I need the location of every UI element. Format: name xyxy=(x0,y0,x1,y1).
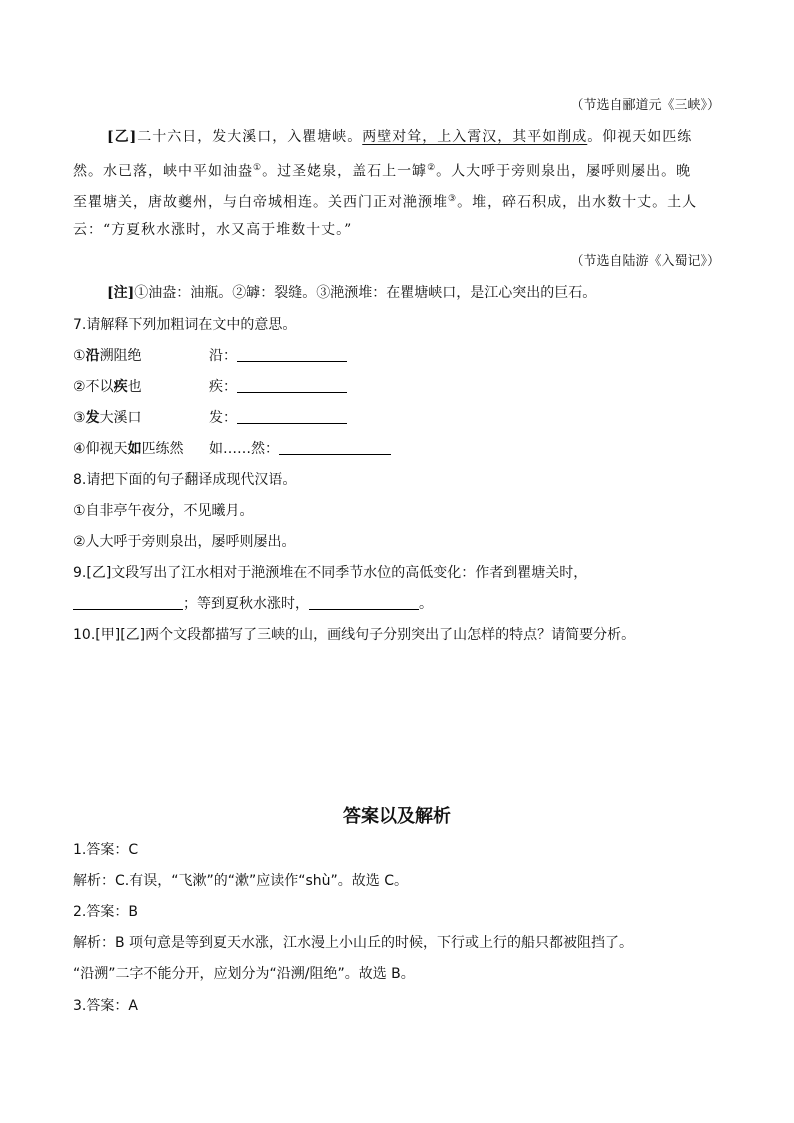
q9-end-text: 。 xyxy=(419,596,433,612)
question-8-title: 8.请把下面的句子翻译成现代汉语。 xyxy=(73,472,297,488)
passage-yi-line-2 xyxy=(73,158,691,182)
q7-word-1: ①沿溯阻绝 xyxy=(73,348,142,364)
answer-1: 1.答案：C xyxy=(73,842,139,858)
passage-text: 二十六日，发大溪口，入瞿塘峡。 xyxy=(137,129,363,145)
answer-blank[interactable] xyxy=(237,347,347,362)
q7-item-2 xyxy=(73,377,142,397)
answers-heading: 答案以及解析 xyxy=(343,806,451,827)
q7-answer-2 xyxy=(209,377,347,397)
q7-answer-4 xyxy=(209,439,391,459)
passage-yi-line-1 xyxy=(107,127,692,147)
q7-word-3: ③发大溪口 xyxy=(73,410,142,426)
answer-blank[interactable] xyxy=(73,595,183,610)
underlined-sentence-yi: 两壁对耸，上入霄汉，其平如削成 xyxy=(362,129,588,145)
q7-item-3 xyxy=(73,408,142,428)
answer-blank[interactable] xyxy=(309,595,419,610)
q7-label-3: 发： xyxy=(209,410,237,426)
passage-yi-tag: [乙] xyxy=(107,129,138,145)
q7-answer-1 xyxy=(209,346,347,366)
q7-label-1: 沿： xyxy=(209,348,237,364)
q8-sentence-2: ②人大呼于旁则泉出，屡呼则屡出。 xyxy=(73,534,296,550)
answer-blank[interactable] xyxy=(237,409,347,424)
q7-label-4: 如……然： xyxy=(209,441,279,457)
source-citation-2: （节选自陆游《入蜀记》） xyxy=(570,254,720,269)
question-9-line-2 xyxy=(73,594,433,614)
question-10: 10.[甲][乙]两个文段都描写了三峡的山，画线句子分别突出了山怎样的特点？请简要分析。 xyxy=(73,627,636,643)
question-9-line-1: 9.[乙]文段写出了江水相对于滟滪堆在不同季节水位的高低变化：作者到瞿塘关时， xyxy=(73,565,588,581)
answer-3: 3.答案：A xyxy=(73,998,138,1014)
footnote-marker-3: ③ xyxy=(448,194,458,204)
q7-item-4 xyxy=(73,439,184,459)
q7-word-2: ②不以疾也 xyxy=(73,379,142,395)
q7-item-1 xyxy=(73,346,142,366)
footnote-block xyxy=(107,283,596,303)
note-tag: [注] xyxy=(107,285,135,301)
passage-text: 。人大呼于旁则泉出，屡呼则屡出。晚 xyxy=(436,163,692,180)
source-citation-1: （节选自郦道元《三峡》） xyxy=(570,98,720,113)
passage-text: 。过圣姥泉，盖石上一罅 xyxy=(262,163,428,180)
passage-yi-line-4: 云：“方夏秋水涨时，水又高于堆数十丈。” xyxy=(73,222,353,238)
q7-answer-3 xyxy=(209,408,347,428)
question-7-title: 7.请解释下列加粗词在文中的意思。 xyxy=(73,317,297,333)
passage-text: 。仰视天如匹练 xyxy=(587,129,693,145)
answer-blank[interactable] xyxy=(237,378,347,393)
q7-word-4: ④仰视天如匹练然 xyxy=(73,441,184,457)
answer-blank[interactable] xyxy=(279,440,391,455)
passage-text: 。堆，碎石积成，出水数十丈。土人 xyxy=(457,194,698,211)
q7-label-2: 疾： xyxy=(209,379,237,395)
passage-text: 然。水已落，峡中平如油盎 xyxy=(73,163,253,180)
answer-2: 2.答案：B xyxy=(73,904,138,920)
footnote-marker-2: ② xyxy=(427,163,437,173)
note-text: ①油盎：油瓶。②罅：裂缝。③滟滪堆：在瞿塘峡口，是江心突出的巨石。 xyxy=(134,285,597,301)
q8-sentence-1: ①自非亭午夜分，不见曦月。 xyxy=(73,503,254,519)
footnote-marker-1: ① xyxy=(253,163,263,173)
answer-1-explanation: 解析：C.有误，“飞漱”的“漱”应读作“shù”。故选 C。 xyxy=(73,873,409,889)
answer-2-explanation-2: “沿溯”二字不能分开，应划分为“沿溯/阻绝”。故选 B。 xyxy=(73,966,415,982)
passage-text: 至瞿塘关，唐故夔州，与白帝城相连。关西门正对滟滪堆 xyxy=(73,194,448,211)
answer-2-explanation-1: 解析：B 项句意是等到夏天水涨，江水漫上小山丘的时候，下行或上行的船只都被阻挡了。 xyxy=(73,935,634,951)
passage-yi-line-3 xyxy=(73,189,697,213)
q9-mid-text: ；等到夏秋水涨时， xyxy=(183,596,309,612)
